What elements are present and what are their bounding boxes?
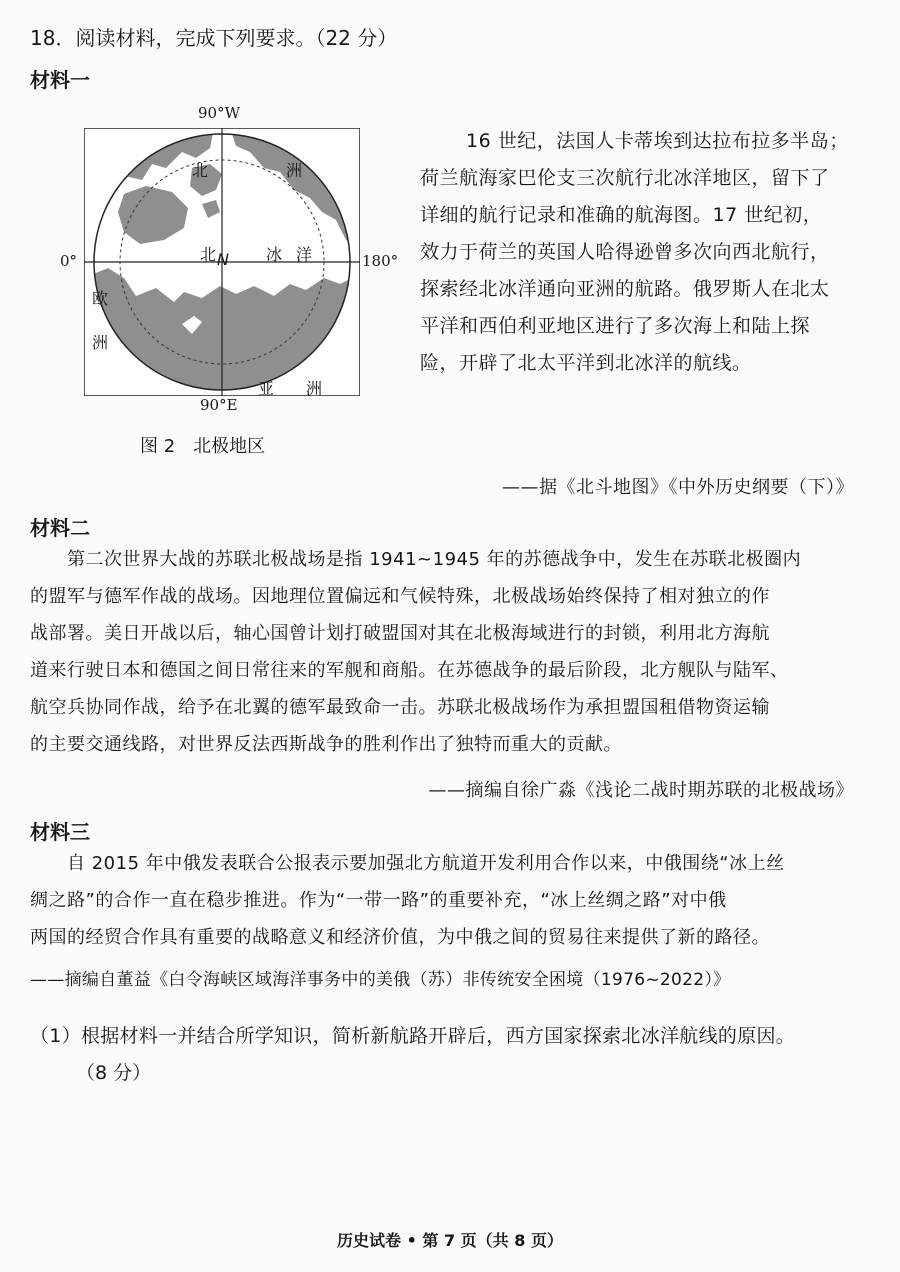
material2-line: 道来行驶日本和德国之间日常往来的军舰和商船。在苏德战争的最后阶段，北方舰队与陆军、 [30, 660, 789, 681]
material1-text [420, 123, 860, 382]
map-label-america-zhou: 洲 [286, 161, 303, 180]
material2-line: 的主要交通线路，对世界反法西斯战争的胜利作出了独特而重大的贡献。 [30, 734, 622, 755]
map-label-europe-zhou: 洲 [92, 333, 109, 352]
material1-line: 详细的航行记录和准确的航海图。17 世纪初， [420, 204, 823, 226]
sub-question-line1: （1）根据材料一并结合所学知识，简析新航路开辟后，西方国家探索北冰洋航线的原因。 [30, 1025, 796, 1047]
material3-heading: 材料三 [30, 820, 90, 844]
sub-question-line2: （8 分） [76, 1062, 152, 1084]
material1-line: 险，开辟了北太平洋到北冰洋的航线。 [420, 352, 752, 374]
map-label-ocean-bei: 北 [200, 245, 217, 264]
material1-heading: 材料一 [30, 68, 90, 92]
material3-line: 绸之路”的合作一直在稳步推进。作为“一带一路”的重要补充，“冰上丝绸之路”对中俄 [30, 890, 727, 911]
material2-line: 航空兵协同作战，给予在北翼的德军最致命一击。苏联北极战场作为承担盟国租借物资运输 [30, 697, 770, 718]
map-label-ocean-bing: 冰 [266, 245, 283, 264]
page-footer: 历史试卷 • 第 7 页（共 8 页） [337, 1231, 563, 1250]
material2-source: ——摘编自徐广淼《浅论二战时期苏联的北极战场》 [428, 780, 854, 801]
map-label-europe-ou: 欧 [92, 289, 109, 308]
material1-line: 16 世纪，法国人卡蒂埃到达拉布拉多半岛； [466, 130, 849, 152]
map-label-ocean-yang: 洋 [296, 245, 313, 264]
material1-source: ——据《北斗地图》《中外历史纲要（下）》 [502, 477, 854, 498]
material2-line: 的盟军与德军作战的战场。因地理位置偏远和气候特殊，北极战场始终保持了相对独立的作 [30, 586, 770, 607]
material3-text [30, 845, 870, 956]
material3-line: 自 2015 年中俄发表联合公报表示要加强北方航道开发利用合作以来，中俄围绕“冰上丝 [30, 853, 785, 874]
material1-line: 效力于荷兰的英国人哈得逊曾多次向西北航行， [420, 241, 830, 263]
material2-line: 战部署。美日开战以后，轴心国曾计划打破盟国对其在北极海域进行的封锁，利用北方海航 [30, 623, 770, 644]
material2-heading: 材料二 [30, 516, 90, 540]
map-label-asia-ya: 亚 [258, 379, 275, 398]
map-caption: 图 2 北极地区 [140, 436, 266, 457]
map-label-pole: N [217, 250, 229, 269]
material1-line: 探索经北冰洋通向亚洲的航路。俄罗斯人在北太 [420, 278, 830, 300]
material3-source: ——摘编自董益《白令海峡区域海洋事务中的美俄（苏）非传统安全困境（1976~2022）》 [30, 970, 731, 990]
material1-line: 平洋和西伯利亚地区进行了多次海上和陆上探 [420, 315, 811, 337]
material1-line: 荷兰航海家巴伦支三次航行北冰洋地区，留下了 [420, 167, 830, 189]
question-title: 18．阅读材料，完成下列要求。（22 分） [30, 26, 398, 50]
map-label-90w: 90°W [198, 104, 241, 122]
material2-line: 第二次世界大战的苏联北极战场是指 1941~1945 年的苏德战争中，发生在苏联北极圈内 [30, 549, 802, 570]
material3-line: 两国的经贸合作具有重要的战略意义和经济价值，为中俄之间的贸易往来提供了新的路径。 [30, 927, 770, 948]
map-label-0: 0° [60, 252, 78, 270]
map-label-180: 180° [362, 252, 399, 270]
map-label-north: 北 [192, 161, 209, 180]
map-label-asia-zhou: 洲 [306, 379, 323, 398]
material2-text [30, 541, 870, 763]
map-label-90e: 90°E [200, 396, 238, 414]
